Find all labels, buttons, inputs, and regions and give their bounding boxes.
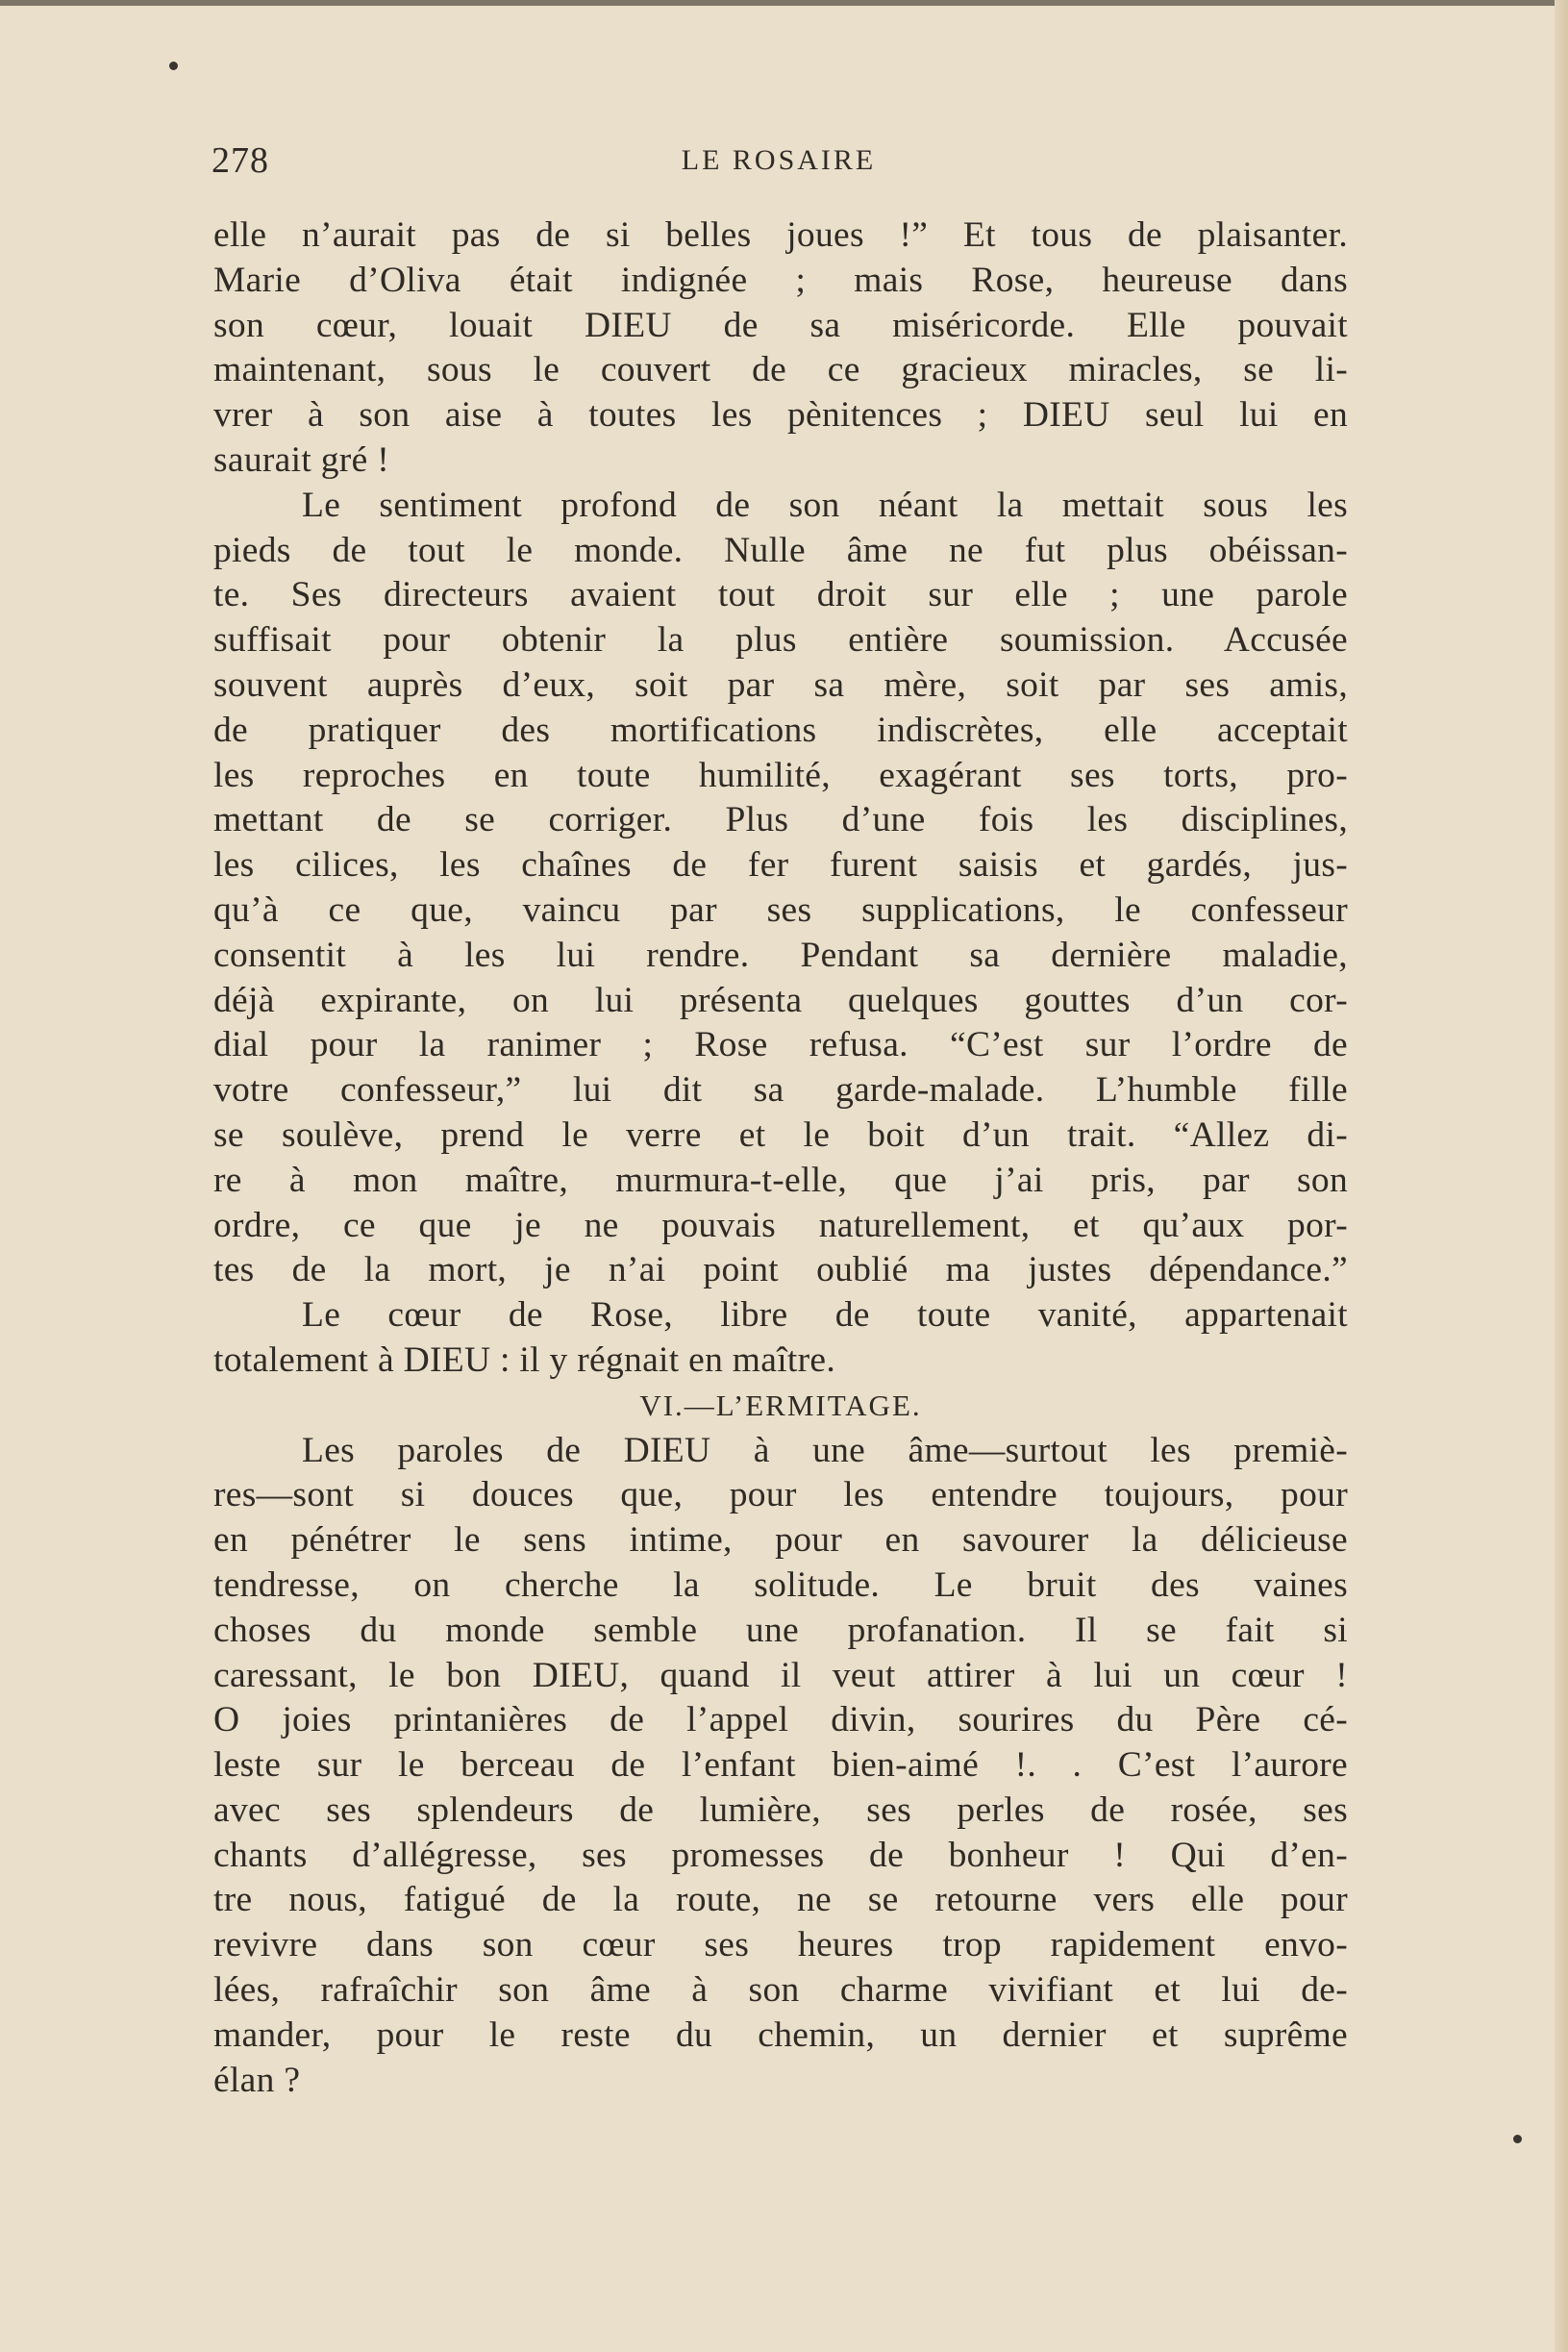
text-line: qu’à ce que, vaincu par ses supplications, le confesseur [213, 889, 1348, 930]
text-line: son cœur, louait DIEU de sa miséricorde. Elle pouvait [213, 305, 1348, 345]
text-line: leste sur le berceau de l’enfant bien-aimé !. . C’est l’aurore [213, 1745, 1348, 1786]
page-number: 278 [212, 140, 269, 181]
text-line: chants d’allégresse, ses promesses de bonheur ! Qui d’en- [213, 1835, 1348, 1875]
page-right-edge [1555, 0, 1568, 2352]
ink-speck [1513, 2135, 1522, 2143]
running-title: LE ROSAIRE [681, 144, 877, 176]
text-line: les reproches en toute humilité, exagérant ses torts, pro- [213, 755, 1348, 795]
text-line: de pratiquer des mortifications indiscrètes, elle acceptait [213, 710, 1348, 750]
text-line: saurait gré ! [213, 439, 389, 480]
text-line: se soulève, prend le verre et le boit d’un trait. “Allez di- [213, 1114, 1348, 1155]
text-line: pieds de tout le monde. Nulle âme ne fut plus obéissan- [213, 530, 1348, 570]
ink-speck [169, 62, 178, 70]
text-line: les cilices, les chaînes de fer furent saisis et gardés, jus- [213, 845, 1348, 886]
text-line: avec ses splendeurs de lumière, ses perles de rosée, ses [213, 1789, 1348, 1830]
text-line: votre confesseur,” lui dit sa garde-malade. L’humble fille [213, 1070, 1348, 1111]
text-line: tre nous, fatigué de la route, ne se retourne vers elle pour [213, 1880, 1348, 1920]
text-line: Marie d’Oliva était indignée ; mais Rose, heureuse dans [213, 260, 1348, 300]
text-line: tes de la mort, je n’ai point oublié ma justes dépendance.” [213, 1250, 1348, 1290]
paragraph-first-line: Le cœur de Rose, libre de toute vanité, appartenait [302, 1295, 1348, 1336]
text-line: vrer à son aise à toutes les pènitences ; DIEU seul lui en [213, 395, 1348, 436]
text-line: choses du monde semble une profanation. Il se fait si [213, 1610, 1348, 1650]
text-line: tendresse, on cherche la solitude. Le bruit des vaines [213, 1564, 1348, 1605]
text-line: déjà expirante, on lui présenta quelques gouttes d’un cor- [213, 980, 1348, 1020]
text-line: consentit à les lui rendre. Pendant sa dernière maladie, [213, 935, 1348, 975]
paragraph-first-line: Les paroles de DIEU à une âme—surtout les premiè- [302, 1430, 1348, 1470]
page-header [212, 137, 1346, 185]
text-line: totalement à DIEU : il y régnait en maître. [213, 1339, 836, 1380]
text-line: revivre dans son cœur ses heures trop rapidement envo- [213, 1925, 1348, 1965]
text-line: res—sont si douces que, pour les entendre toujours, pour [213, 1475, 1348, 1515]
section-heading: VI.—L’ERMITAGE. [639, 1388, 922, 1422]
text-line: souvent auprès d’eux, soit par sa mère, soit par ses amis, [213, 664, 1348, 705]
body-text [213, 213, 1348, 2103]
page-top-edge [0, 0, 1568, 6]
text-line: lées, rafraîchir son âme à son charme vivifiant et lui de- [213, 1970, 1348, 2011]
text-line: maintenant, sous le couvert de ce gracieux miracles, se li- [213, 350, 1348, 390]
text-line: élan ? [213, 2060, 301, 2100]
paragraph-first-line: Le sentiment profond de son néant la mettait sous les [302, 485, 1348, 525]
text-line: elle n’aurait pas de si belles joues !” Et tous de plaisanter. [213, 215, 1348, 255]
text-line: dial pour la ranimer ; Rose refusa. “C’est sur l’ordre de [213, 1025, 1348, 1065]
text-line: re à mon maître, murmura-t-elle, que j’ai pris, par son [213, 1160, 1348, 1200]
text-line: O joies printanières de l’appel divin, sourires du Père cé- [213, 1700, 1348, 1740]
text-line: ordre, ce que je ne pouvais naturellement, et qu’aux por- [213, 1205, 1348, 1245]
text-line: mander, pour le reste du chemin, un dernier et suprême [213, 2014, 1348, 2055]
text-line: caressant, le bon DIEU, quand il veut attirer à lui un cœur ! [213, 1655, 1348, 1695]
text-line: suffisait pour obtenir la plus entière soumission. Accusée [213, 620, 1348, 661]
text-line: mettant de se corriger. Plus d’une fois les disciplines, [213, 800, 1348, 840]
text-line: en pénétrer le sens intime, pour en savourer la délicieuse [213, 1520, 1348, 1561]
text-line: te. Ses directeurs avaient tout droit sur elle ; une parole [213, 575, 1348, 615]
